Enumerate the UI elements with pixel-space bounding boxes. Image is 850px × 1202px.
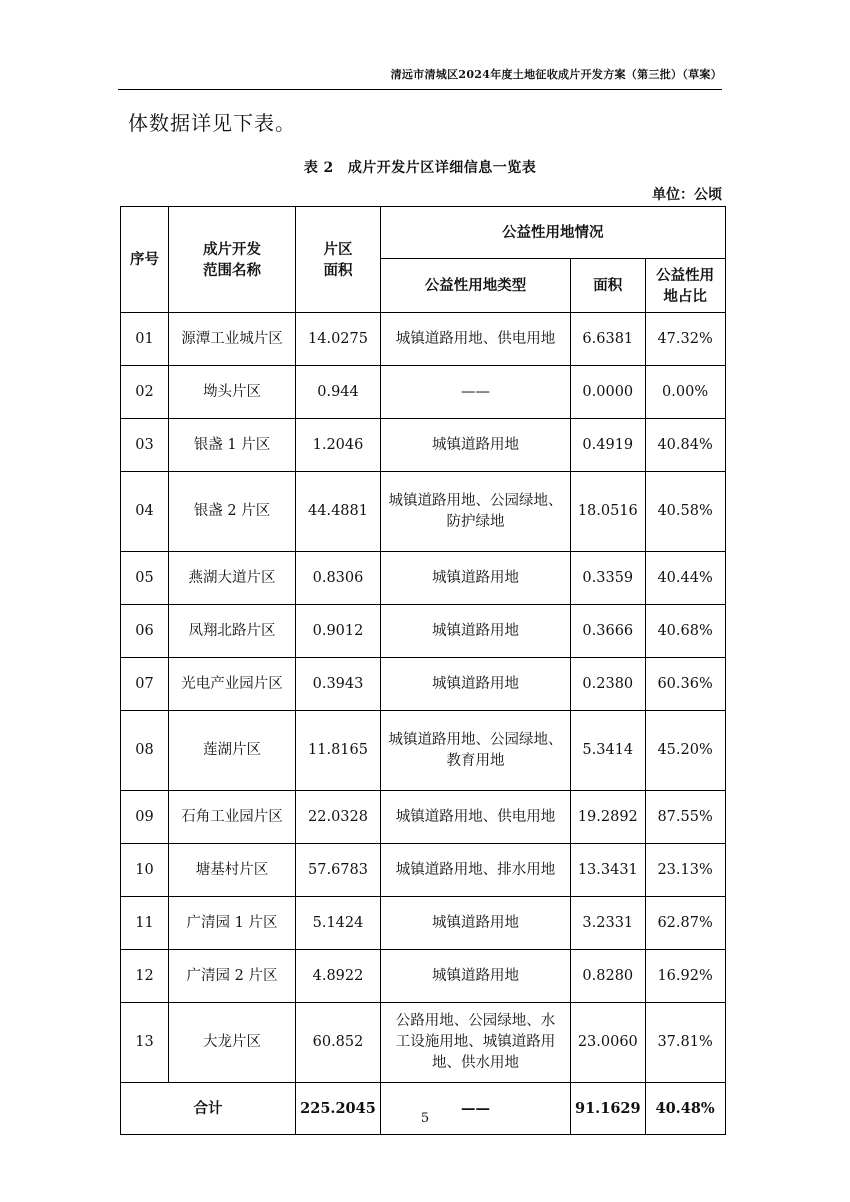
table-row: [121, 472, 726, 552]
land-development-table: [120, 206, 726, 1135]
cell-seq: 01: [121, 313, 169, 366]
cell-public-ratio: 40.44%: [645, 552, 725, 605]
cell-public-area: 6.6381: [571, 313, 646, 366]
cell-public-area: 0.8280: [571, 950, 646, 1003]
cell-public-area: 19.2892: [571, 791, 646, 844]
cell-public-type: 公路用地、公园绿地、水 工设施用地、城镇道路用 地、供水用地: [381, 1003, 571, 1083]
total-public-area: 91.1629: [571, 1083, 646, 1135]
cell-public-type: 城镇道路用地: [381, 658, 571, 711]
cell-public-ratio: 37.81%: [645, 1003, 725, 1083]
table-row: [121, 791, 726, 844]
header-public-type: 公益性用地类型: [381, 259, 571, 313]
table-body: [121, 313, 726, 1083]
cell-area: 22.0328: [296, 791, 381, 844]
cell-seq: 08: [121, 711, 169, 791]
cell-seq: 12: [121, 950, 169, 1003]
table-row: [121, 552, 726, 605]
table-header-row: [121, 207, 726, 259]
header-area: [296, 207, 381, 313]
cell-seq: 04: [121, 472, 169, 552]
cell-name: 塘基村片区: [169, 844, 296, 897]
page-number: 5: [420, 1111, 430, 1126]
cell-area: 0.8306: [296, 552, 381, 605]
page-header-title: 清远市清城区2024年度土地征收成片开发方案（第三批）（草案）: [390, 68, 722, 81]
cell-name: 坳头片区: [169, 366, 296, 419]
cell-public-type: 城镇道路用地: [381, 950, 571, 1003]
cell-seq: 09: [121, 791, 169, 844]
header-public-group: 公益性用地情况: [381, 207, 726, 259]
table-row: [121, 897, 726, 950]
total-type: ——: [381, 1083, 571, 1135]
cell-public-ratio: 40.58%: [645, 472, 725, 552]
header-public-ratio-text: 公益性用 地占比: [656, 266, 715, 305]
total-area: 225.2045: [296, 1083, 381, 1135]
table-row: [121, 950, 726, 1003]
total-label: 合计: [121, 1083, 296, 1135]
cell-public-type: 城镇道路用地: [381, 419, 571, 472]
cell-name: 燕湖大道片区: [169, 552, 296, 605]
header-name-text: 成片开发 范围名称: [203, 240, 261, 279]
cell-area: 11.8165: [296, 711, 381, 791]
cell-public-type: 城镇道路用地: [381, 605, 571, 658]
unit-label: 单位：公顷: [652, 187, 722, 203]
cell-name: 银盏 1 片区: [169, 419, 296, 472]
cell-public-type: 城镇道路用地: [381, 897, 571, 950]
table-caption: [118, 157, 722, 177]
cell-public-ratio: 16.92%: [645, 950, 725, 1003]
cell-public-area: 23.0060: [571, 1003, 646, 1083]
header-name: [169, 207, 296, 313]
cell-seq: 03: [121, 419, 169, 472]
cell-name: 光电产业园片区: [169, 658, 296, 711]
cell-seq: 02: [121, 366, 169, 419]
cell-public-ratio: 87.55%: [645, 791, 725, 844]
header-divider: [118, 89, 722, 90]
cell-name: 广清园 1 片区: [169, 897, 296, 950]
cell-public-ratio: 60.36%: [645, 658, 725, 711]
table-caption-number: 表 2: [303, 160, 334, 176]
cell-public-type: 城镇道路用地: [381, 552, 571, 605]
cell-area: 57.6783: [296, 844, 381, 897]
cell-public-area: 13.3431: [571, 844, 646, 897]
cell-public-area: 0.3666: [571, 605, 646, 658]
cell-name: 石角工业园片区: [169, 791, 296, 844]
cell-area: 44.4881: [296, 472, 381, 552]
cell-area: 5.1424: [296, 897, 381, 950]
cell-name: 莲湖片区: [169, 711, 296, 791]
cell-public-area: 0.0000: [571, 366, 646, 419]
cell-public-type: 城镇道路用地、供电用地: [381, 791, 571, 844]
table-row: [121, 313, 726, 366]
table-row: [121, 605, 726, 658]
cell-area: 0.944: [296, 366, 381, 419]
body-paragraph: 体数据详见下表。: [128, 111, 296, 135]
cell-public-area: 0.2380: [571, 658, 646, 711]
cell-public-area: 3.2331: [571, 897, 646, 950]
header-seq: 序号: [121, 207, 169, 313]
cell-public-type: ——: [381, 366, 571, 419]
cell-name: 广清园 2 片区: [169, 950, 296, 1003]
table-total-row: [121, 1083, 726, 1135]
cell-area: 14.0275: [296, 313, 381, 366]
cell-area: 1.2046: [296, 419, 381, 472]
table-row: [121, 366, 726, 419]
total-ratio: 40.48%: [645, 1083, 725, 1135]
cell-public-type: 城镇道路用地、排水用地: [381, 844, 571, 897]
cell-name: 源潭工业城片区: [169, 313, 296, 366]
cell-name: 凤翔北路片区: [169, 605, 296, 658]
cell-area: 0.3943: [296, 658, 381, 711]
cell-public-ratio: 40.84%: [645, 419, 725, 472]
table-caption-title: 成片开发片区详细信息一览表: [347, 160, 537, 176]
cell-seq: 05: [121, 552, 169, 605]
cell-name: 银盏 2 片区: [169, 472, 296, 552]
table-row: [121, 711, 726, 791]
table-row: [121, 658, 726, 711]
cell-public-area: 18.0516: [571, 472, 646, 552]
cell-public-type: 城镇道路用地、公园绿地、 防护绿地: [381, 472, 571, 552]
table-row: [121, 1003, 726, 1083]
cell-public-area: 0.4919: [571, 419, 646, 472]
cell-area: 4.8922: [296, 950, 381, 1003]
cell-public-area: 0.3359: [571, 552, 646, 605]
table-row: [121, 844, 726, 897]
cell-public-ratio: 40.68%: [645, 605, 725, 658]
cell-public-type: 城镇道路用地、供电用地: [381, 313, 571, 366]
cell-public-area: 5.3414: [571, 711, 646, 791]
header-public-area: 面积: [571, 259, 646, 313]
header-area-text: 片区 面积: [323, 240, 353, 279]
cell-public-ratio: 47.32%: [645, 313, 725, 366]
table-row: [121, 419, 726, 472]
cell-public-ratio: 0.00%: [645, 366, 725, 419]
cell-area: 60.852: [296, 1003, 381, 1083]
cell-public-ratio: 45.20%: [645, 711, 725, 791]
cell-seq: 07: [121, 658, 169, 711]
cell-seq: 10: [121, 844, 169, 897]
cell-public-type: 城镇道路用地、公园绿地、 教育用地: [381, 711, 571, 791]
cell-seq: 13: [121, 1003, 169, 1083]
cell-name: 大龙片区: [169, 1003, 296, 1083]
header-public-ratio: [645, 259, 725, 313]
cell-public-ratio: 62.87%: [645, 897, 725, 950]
cell-area: 0.9012: [296, 605, 381, 658]
cell-public-ratio: 23.13%: [645, 844, 725, 897]
cell-seq: 06: [121, 605, 169, 658]
cell-seq: 11: [121, 897, 169, 950]
